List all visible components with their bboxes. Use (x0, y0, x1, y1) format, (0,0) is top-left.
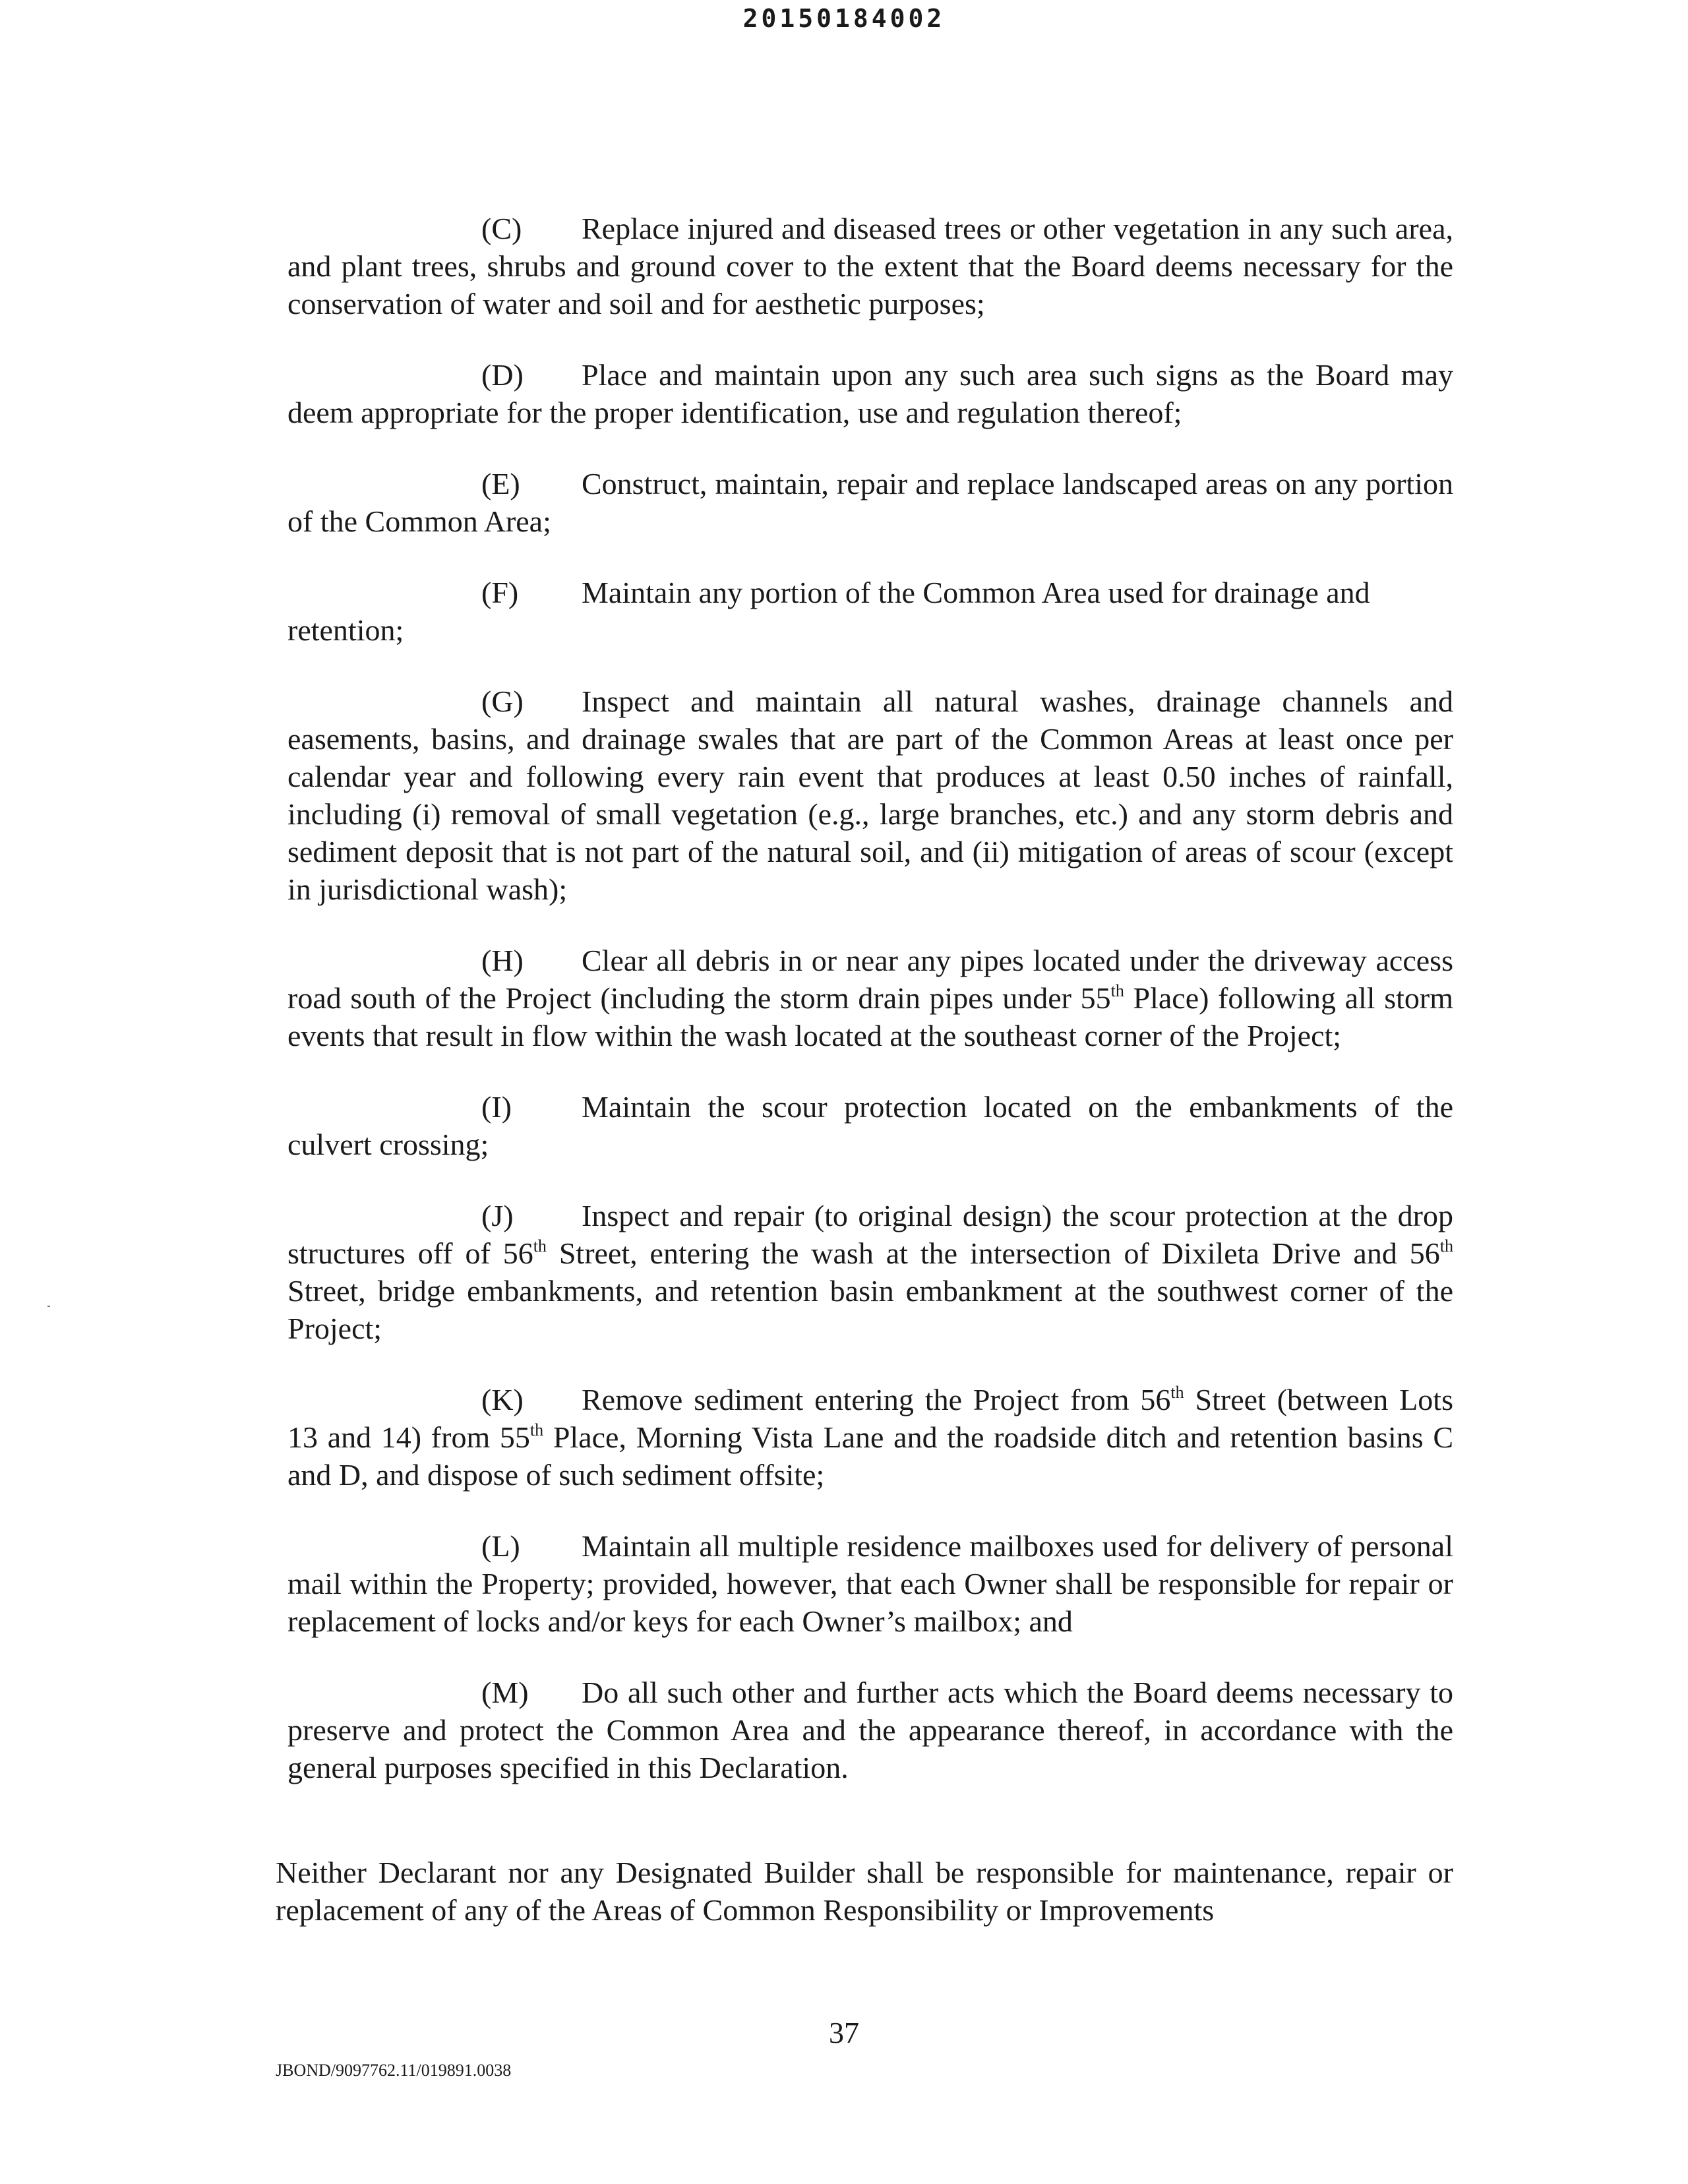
paragraph-c (287, 210, 1453, 322)
item-text: Maintain all multiple residence mailboxes used for delivery of personal mail within the Property; provided, however, that each Owner shall be responsible for repair or replacement of locks and/or keys for each Owner’s mailbox; and (287, 1529, 1453, 1638)
document-body (287, 210, 1453, 1820)
paragraph-m (287, 1674, 1453, 1786)
item-label: (F) (481, 576, 519, 609)
item-label: (K) (481, 1383, 524, 1416)
paragraph-f (287, 574, 1453, 649)
item-text: Inspect and maintain all natural washes, drainage channels and easements, basins, and drainage swales that are part of the Common Areas at least once per calendar year and following every rain event that produces at least 0.50 inches of rainfall, including (i) removal of small vegetation (e.g., large branches, etc.) and any storm debris and sediment deposit that is not part of the natural soil, and (ii) mitigation of areas of scour (except in jurisdictional wash); (287, 684, 1453, 906)
item-text-continuation: retention; (287, 613, 404, 647)
item-text: Street, bridge embankments, and retention basin embankment at the southwest corner of the Project; (287, 1274, 1453, 1345)
item-text: Street (between Lots 13 and 14) from 55 (287, 1383, 1453, 1454)
item-label: (M) (481, 1676, 529, 1709)
ordinal-superscript: th (1439, 1236, 1453, 1256)
item-text: Place) following all storm events that result in flow within the wash located at the southeast corner of the Project; (287, 981, 1453, 1052)
paragraph-j (287, 1197, 1453, 1347)
item-text: Maintain any portion of the Common Area used for drainage and (582, 576, 1370, 609)
item-text: Maintain the scour protection located on the embankments of the culvert crossing; (287, 1090, 1453, 1161)
item-label: (C) (481, 212, 522, 245)
item-label: (L) (481, 1529, 520, 1563)
page-number: 37 (829, 2016, 859, 2049)
item-text: Do all such other and further acts which the Board deems necessary to preserve and protect the Common Area and the appearance thereof, in accordance with the general purposes specified in this Declaration. (287, 1676, 1453, 1784)
paragraph-g (287, 682, 1453, 908)
item-text: Place, Morning Vista Lane and the roadside ditch and retention basins C and D, and dispose of such sediment offsite; (287, 1420, 1453, 1492)
scan-speck (47, 1306, 50, 1307)
paragraph-l (287, 1527, 1453, 1640)
item-text: Place and maintain upon any such area such signs as the Board may deem appropriate for the proper identification, use and regulation thereof; (287, 358, 1453, 429)
paragraph-k (287, 1381, 1453, 1494)
item-label: (E) (481, 467, 520, 501)
item-text: Street, entering the wash at the intersection of Dixileta Drive and 56 (546, 1236, 1440, 1270)
document-number: 20150184002 (742, 4, 946, 33)
paragraph-e (287, 465, 1453, 540)
item-text: Remove sediment entering the Project from 56 (582, 1383, 1171, 1416)
document-id: JBOND/9097762.11/019891.0038 (276, 2061, 512, 2080)
paragraph-h (287, 942, 1453, 1054)
item-label: (D) (481, 358, 524, 392)
item-text: Construct, maintain, repair and replace landscaped areas on any portion of the Common Area; (287, 467, 1453, 538)
ordinal-superscript: th (1170, 1382, 1184, 1402)
item-label: (G) (481, 684, 524, 718)
item-label: (I) (481, 1090, 512, 1124)
item-text: Inspect and repair (to original design) the scour protection at the drop structures off of 56 (287, 1199, 1453, 1270)
item-label: (H) (481, 944, 524, 977)
item-text: Replace injured and diseased trees or other vegetation in any such area, and plant trees, shrubs and ground cover to the extent that the Board deems necessary for the conservation of water and soil and for aesthetic purposes; (287, 212, 1453, 320)
ordinal-superscript: th (1110, 981, 1124, 1000)
item-text: Clear all debris in or near any pipes located under the driveway access road south of the Project (including the storm drain pipes under 55 (287, 944, 1453, 1015)
paragraph-d (287, 356, 1453, 431)
ordinal-superscript: th (529, 1420, 544, 1440)
item-label: (J) (481, 1199, 514, 1232)
closing-paragraph: Neither Declarant nor any Designated Builder shall be responsible for maintenance, repair or replacement of any of the Areas of Common Responsibility or Improvements (276, 1856, 1453, 1927)
ordinal-superscript: th (533, 1236, 547, 1256)
paragraph-i (287, 1088, 1453, 1163)
